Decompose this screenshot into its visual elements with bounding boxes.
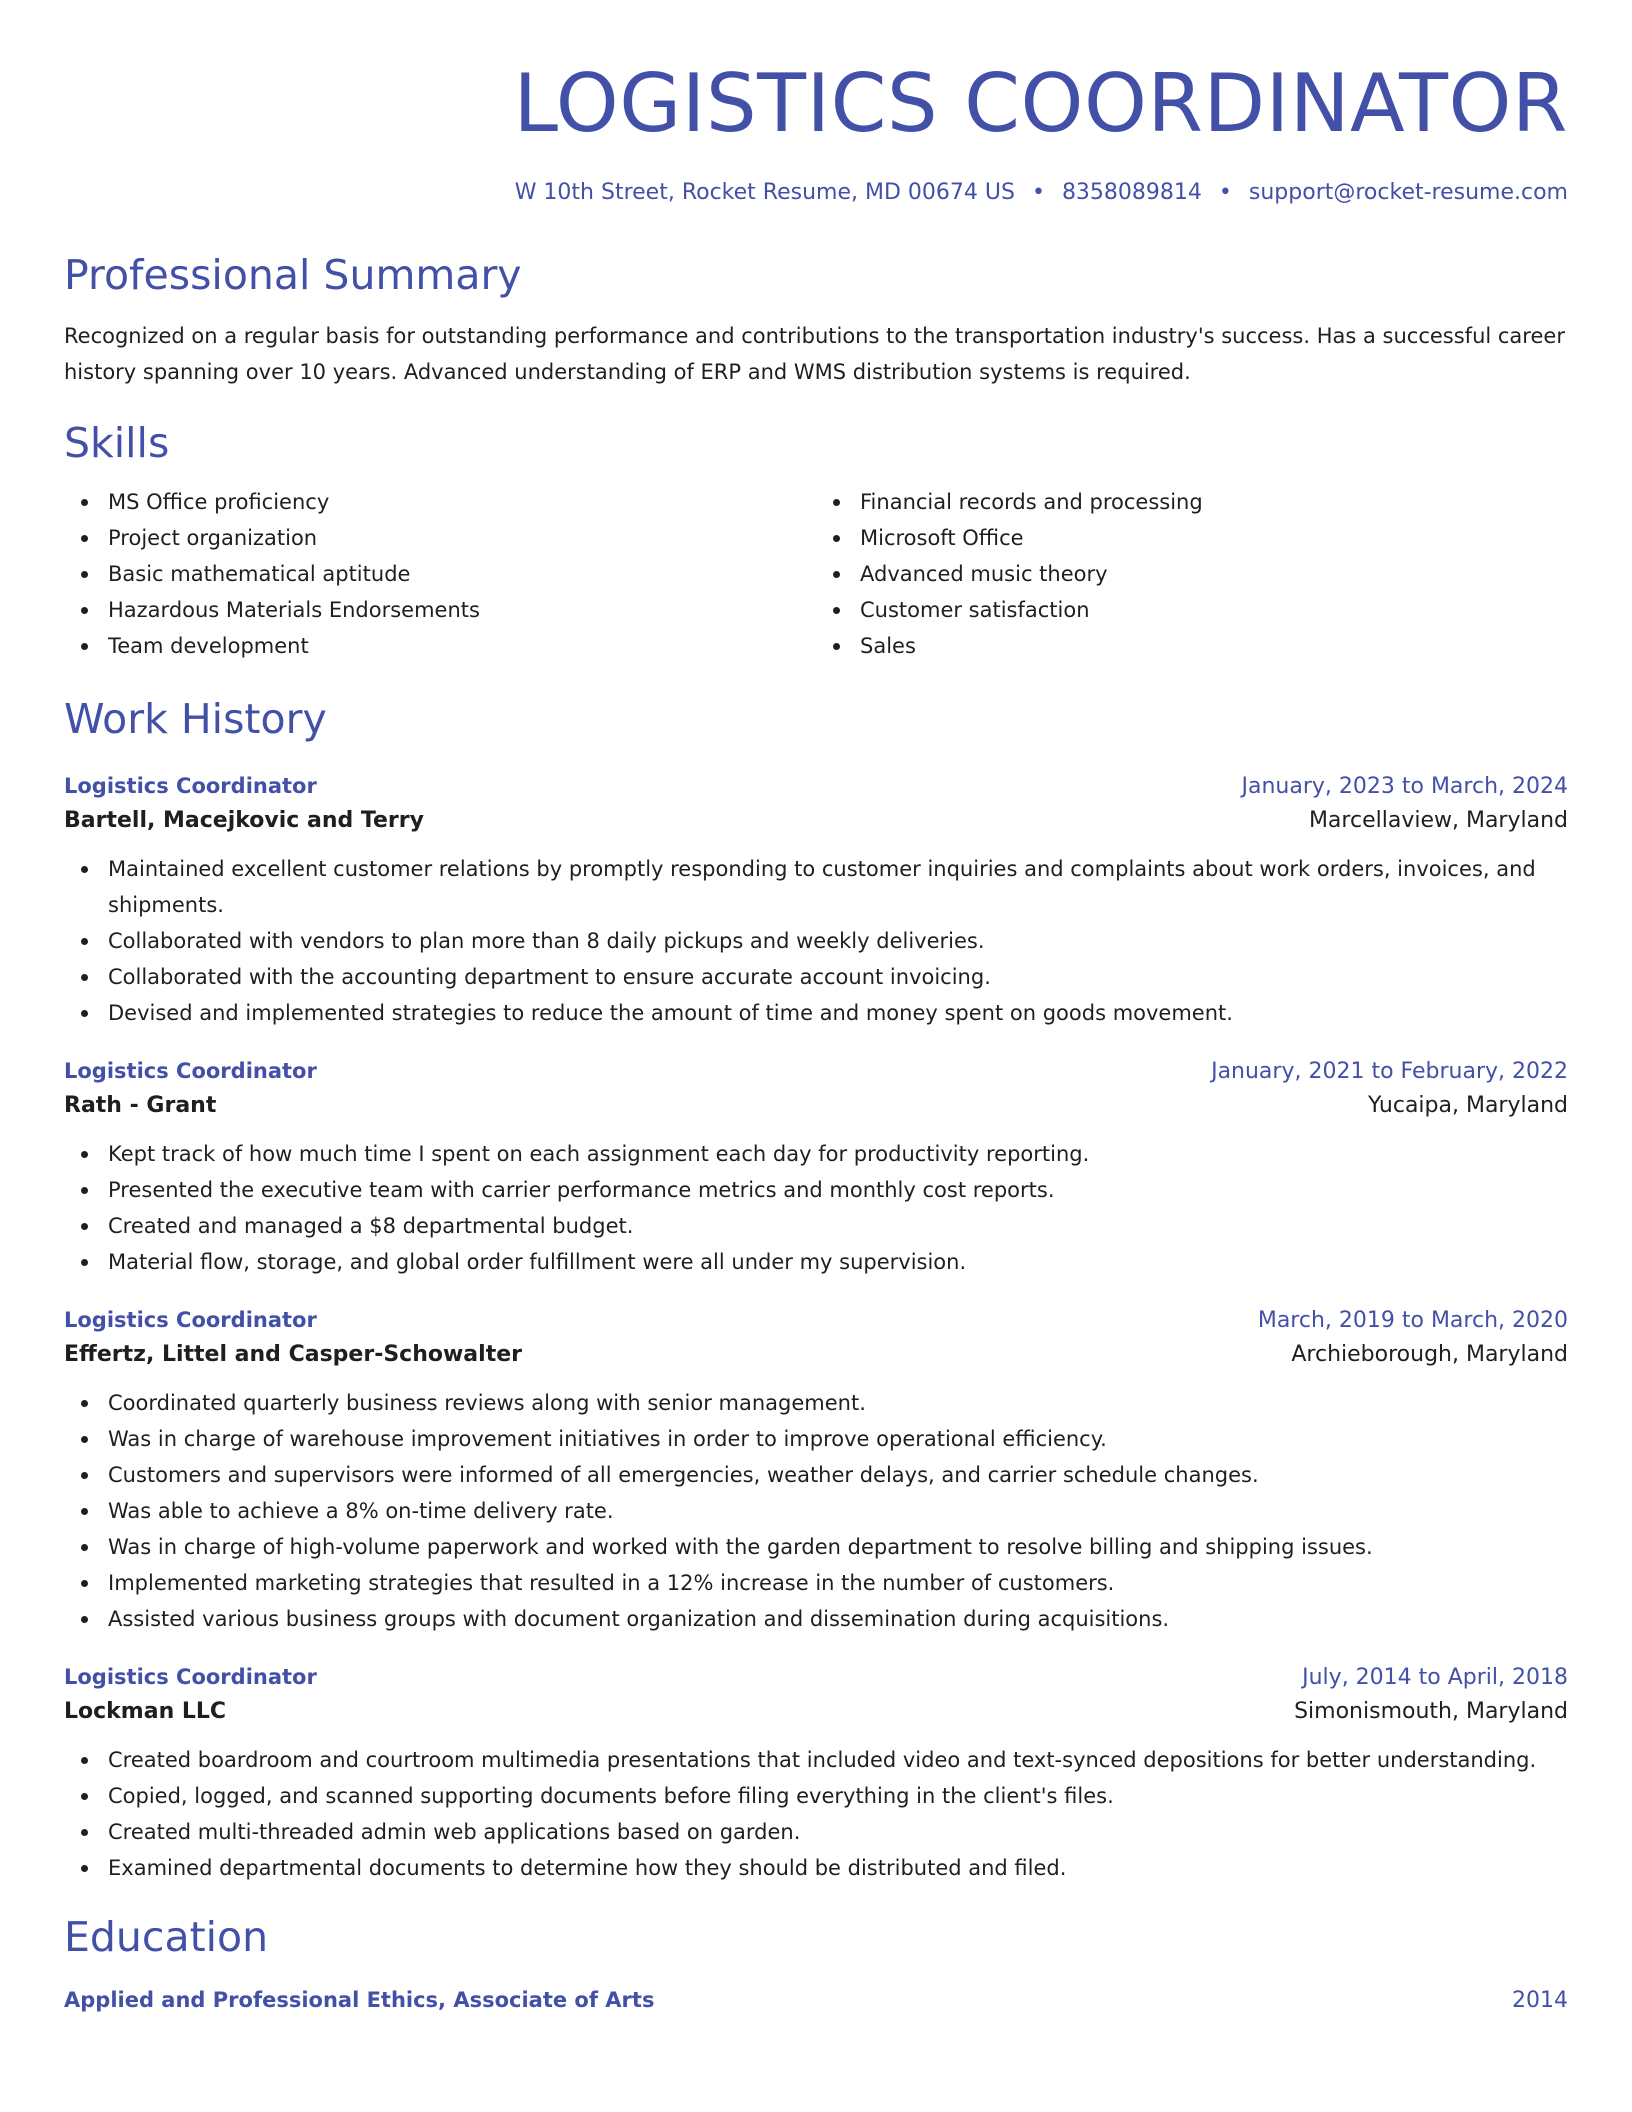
job-header-row: [64, 770, 1568, 803]
job-entry: [64, 1055, 1568, 1280]
job-bullets: [64, 851, 1568, 1031]
job-bullets: [64, 1385, 1568, 1637]
skill-item: Microsoft Office: [860, 520, 1568, 556]
contact-line: [64, 178, 1568, 208]
skill-item: Advanced music theory: [860, 556, 1568, 592]
job-bullet: Was in charge of high-volume paperwork and worked with the garden department to resolve billing and shipping issues.: [108, 1529, 1568, 1565]
job-title: Logistics Coordinator: [64, 774, 317, 798]
skill-item: Team development: [108, 628, 816, 664]
summary-text: Recognized on a regular basis for outstanding performance and contributions to the transportation industry's success. Has a successful career history spanning over 10 years. Advanced understanding of ERP and WMS distribution systems is required.: [64, 324, 1565, 384]
education-degree: Applied and Professional Ethics, Associate of Arts: [64, 1988, 655, 2012]
job-bullet: Presented the executive team with carrier performance metrics and monthly cost reports.: [108, 1172, 1568, 1208]
job-entry: [64, 1661, 1568, 1886]
skill-item: Financial records and processing: [860, 484, 1568, 520]
job-header-row: [64, 1661, 1568, 1694]
skill-item: Customer satisfaction: [860, 592, 1568, 628]
summary-heading: Professional Summary: [64, 251, 522, 299]
job-bullet: Coordinated quarterly business reviews along with senior management.: [108, 1385, 1568, 1421]
job-bullet: Collaborated with the accounting department to ensure accurate account invoicing.: [108, 959, 1568, 995]
job-title: Logistics Coordinator: [64, 1665, 317, 1689]
job-dates: March, 2019 to March, 2020: [1257, 1308, 1568, 1333]
job-entry: [64, 770, 1568, 1031]
job-location: Marcellaview, Maryland: [1308, 808, 1568, 833]
job-company: Bartell, Macejkovic and Terry: [64, 808, 424, 833]
job-location: Simonismouth, Maryland: [1294, 1699, 1568, 1724]
skill-item: Project organization: [108, 520, 816, 556]
job-dates: January, 2021 to February, 2022: [1211, 1059, 1568, 1084]
job-location: Archieborough, Maryland: [1291, 1342, 1568, 1367]
skills-list-left: [64, 484, 816, 664]
skills-grid: [64, 484, 1568, 664]
job-bullet: Was able to achieve a 8% on-time delivery rate.: [108, 1493, 1568, 1529]
job-bullet: Created boardroom and courtroom multimedia presentations that included video and text-synced depositions for better understanding.: [108, 1742, 1568, 1778]
contact-address: W 10th Street, Rocket Resume, MD 00674 US: [514, 180, 1015, 205]
job-bullet: Devised and implemented strategies to reduce the amount of time and money spent on goods movement.: [108, 995, 1568, 1031]
resume-header: [64, 56, 1568, 208]
job-dates: January, 2023 to March, 2024: [1241, 774, 1568, 799]
skill-item: Sales: [860, 628, 1568, 664]
job-bullet: Implemented marketing strategies that resulted in a 12% increase in the number of customers.: [108, 1565, 1568, 1601]
job-bullet: Maintained excellent customer relations by promptly responding to customer inquiries and complaints about work orders, invoices, and shipments.: [108, 851, 1568, 923]
contact-email[interactable]: support@rocket-resume.com: [1248, 180, 1568, 205]
skill-item: Basic mathematical aptitude: [108, 556, 816, 592]
skills-list-right: [816, 484, 1568, 664]
work-history-heading: Work History: [64, 695, 327, 743]
job-bullet: Customers and supervisors were informed of all emergencies, weather delays, and carrier schedule changes.: [108, 1457, 1568, 1493]
job-bullet: Was in charge of warehouse improvement initiatives in order to improve operational efficiency.: [108, 1421, 1568, 1457]
job-company-row: [64, 1337, 1568, 1373]
job-company-row: [64, 803, 1568, 839]
job-dates: July, 2014 to April, 2018: [1302, 1665, 1568, 1690]
job-location: Yucaipa, Maryland: [1367, 1093, 1568, 1118]
skills-heading: Skills: [64, 419, 170, 467]
job-title: Logistics Coordinator: [64, 1059, 317, 1083]
job-bullet: Examined departmental documents to determine how they should be distributed and filed.: [108, 1850, 1568, 1886]
job-bullets: [64, 1136, 1568, 1280]
skill-item: MS Office proficiency: [108, 484, 816, 520]
education-heading: Education: [64, 1913, 269, 1961]
resume-name: LOGISTICS COORDINATOR: [513, 57, 1568, 150]
job-header-row: [64, 1304, 1568, 1337]
job-entry: [64, 1304, 1568, 1637]
job-bullet: Collaborated with vendors to plan more than 8 daily pickups and weekly deliveries.: [108, 923, 1568, 959]
job-company-row: [64, 1694, 1568, 1730]
job-bullet: Material flow, storage, and global order fulfillment were all under my supervision.: [108, 1244, 1568, 1280]
skill-item: Hazardous Materials Endorsements: [108, 592, 816, 628]
job-company: Effertz, Littel and Casper-Schowalter: [64, 1342, 522, 1367]
job-bullets: [64, 1742, 1568, 1886]
job-bullet: Copied, logged, and scanned supporting documents before filing everything in the client's files.: [108, 1778, 1568, 1814]
education-year: 2014: [1512, 1988, 1568, 2013]
job-bullet: Created and managed a $8 departmental budget.: [108, 1208, 1568, 1244]
job-company: Lockman LLC: [64, 1699, 227, 1724]
job-bullet: Assisted various business groups with document organization and dissemination during acquisitions.: [108, 1601, 1568, 1637]
education-entry: [64, 1984, 1568, 2017]
job-header-row: [64, 1055, 1568, 1088]
job-company: Rath - Grant: [64, 1093, 217, 1118]
job-bullet: Created multi-threaded admin web applications based on garden.: [108, 1814, 1568, 1850]
contact-phone: 8358089814: [1061, 180, 1202, 205]
job-title: Logistics Coordinator: [64, 1308, 317, 1332]
job-company-row: [64, 1088, 1568, 1124]
contact-separator: •: [1218, 180, 1232, 205]
job-bullet: Kept track of how much time I spent on each assignment each day for productivity reporting.: [108, 1136, 1568, 1172]
contact-separator: •: [1031, 180, 1045, 205]
